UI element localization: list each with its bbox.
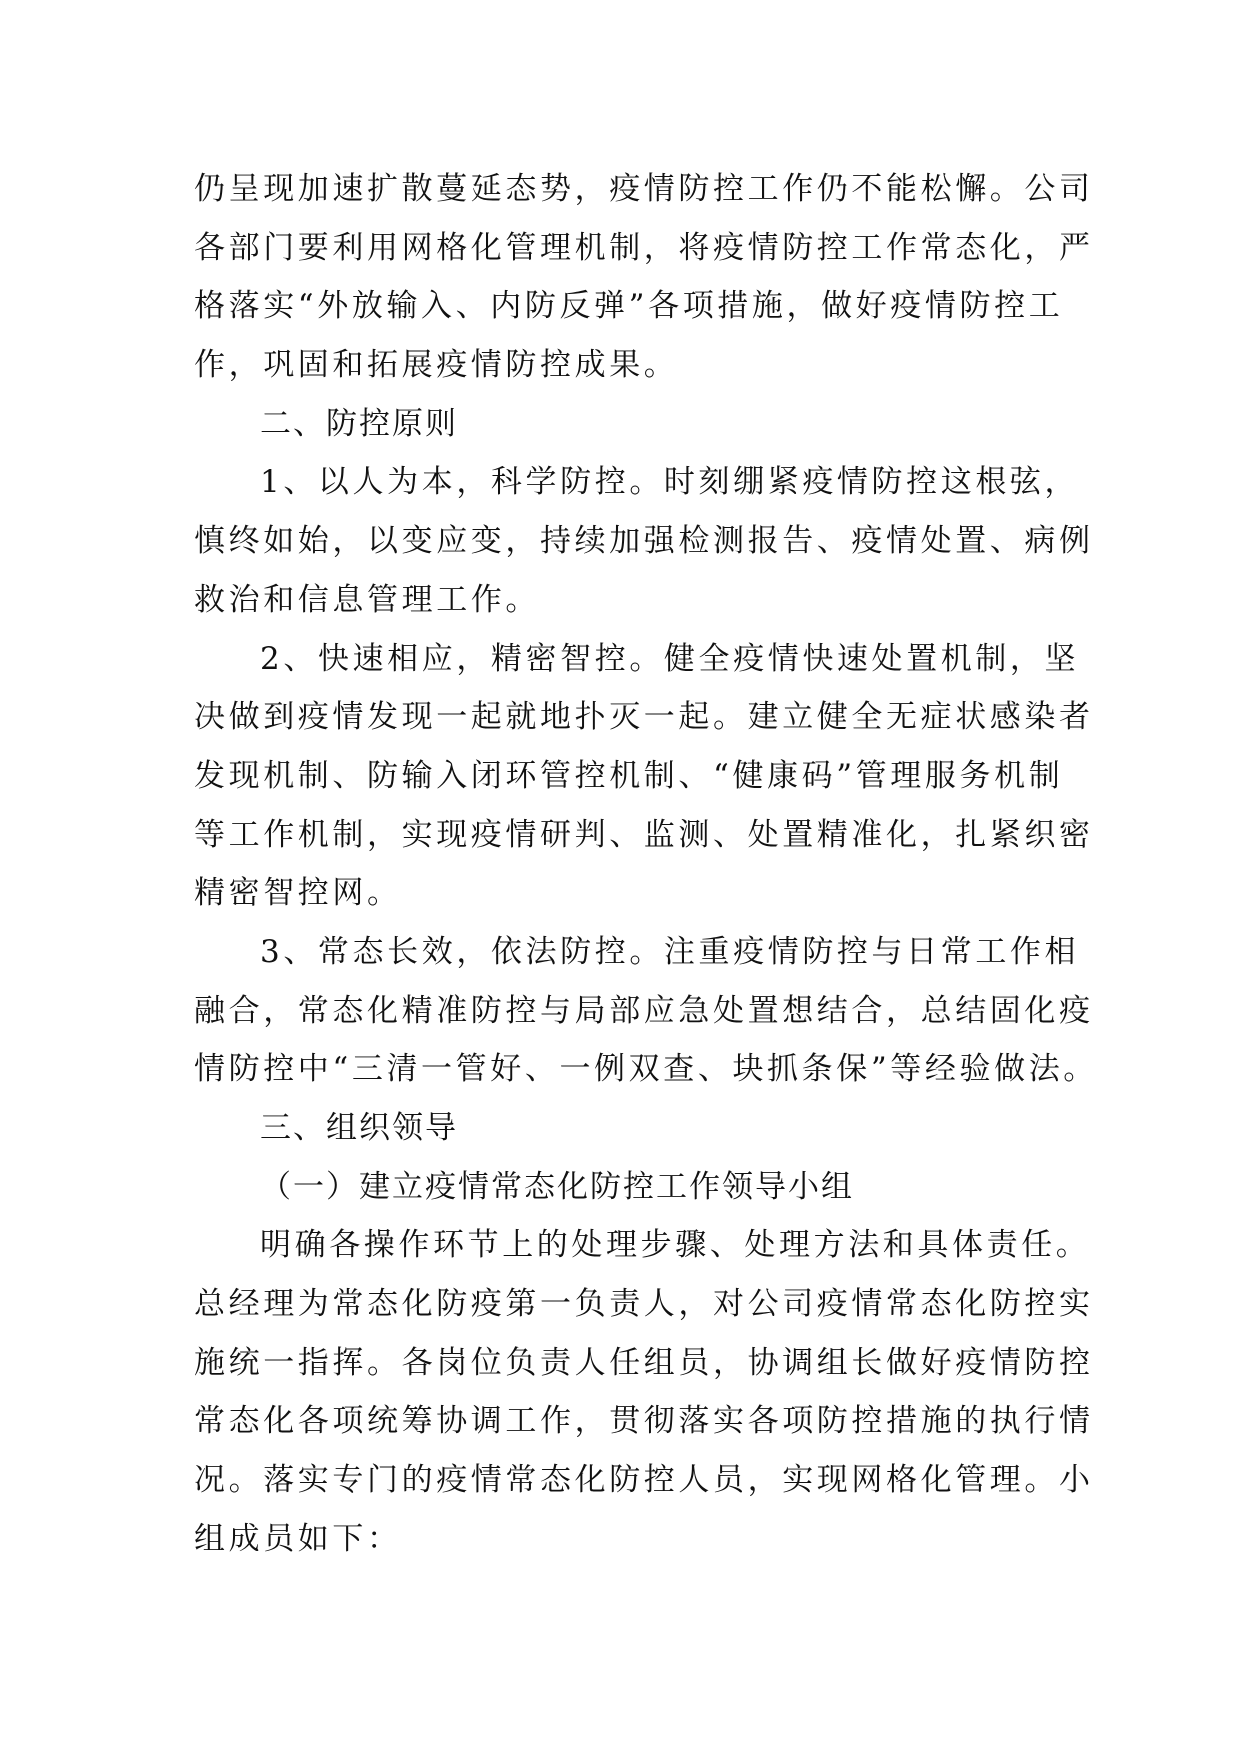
text-line: 1、以人为本，科学防控。时刻绷紧疫情防控这根弦， bbox=[260, 464, 1080, 501]
text-line: 常态化各项统筹协调工作，贯彻落实各项防控措施的执行情 bbox=[194, 1403, 1094, 1440]
text-line: 3、常态长效，依法防控。注重疫情防控与日常工作相 bbox=[260, 933, 1080, 970]
text-line: 仍呈现加速扩散蔓延态势，疫情防控工作仍不能松懈。公司 bbox=[194, 171, 1094, 207]
text-line: 决做到疫情发现一起就地扑灭一起。建立健全无症状感染者 bbox=[194, 699, 1094, 736]
text-line: 格落实“外放输入、内防反弹”各项措施，做好疫情防控工 bbox=[194, 288, 1064, 325]
text-line: 2、快速相应，精密智控。健全疫情快速处置机制，坚 bbox=[260, 640, 1080, 677]
section-heading: 二、防控原则 bbox=[260, 405, 458, 442]
text-line: 慎终如始，以变应变，持续加强检测报告、疫情处置、病例 bbox=[194, 523, 1094, 560]
text-line: 救治和信息管理工作。 bbox=[194, 581, 540, 618]
text-line: 融合，常态化精准防控与局部应急处置想结合，总结固化疫 bbox=[194, 992, 1094, 1029]
text-line: 发现机制、防输入闭环管控机制、“健康码”管理服务机制 bbox=[194, 757, 1064, 794]
text-line: 施统一指挥。各岗位负责人任组员，协调组长做好疫情防控 bbox=[194, 1344, 1094, 1381]
text-line: 精密智控网。 bbox=[194, 875, 402, 912]
subsection-heading: （一）建立疫情常态化防控工作领导小组 bbox=[260, 1168, 854, 1205]
section-heading: 三、组织领导 bbox=[260, 1110, 458, 1146]
text-line: 总经理为常态化防疫第一负责人，对公司疫情常态化防控实 bbox=[194, 1286, 1094, 1323]
text-line: 各部门要利用网格化管理机制，将疫情防控工作常态化，严 bbox=[194, 229, 1094, 266]
text-line: 作，巩固和拓展疫情防控成果。 bbox=[194, 347, 679, 384]
text-line: 等工作机制，实现疫情研判、监测、处置精准化，扎紧织密 bbox=[194, 816, 1094, 853]
text-line: 组成员如下： bbox=[194, 1520, 402, 1557]
document-body bbox=[194, 160, 1098, 1569]
text-line: 明确各操作环节上的处理步骤、处理方法和具体责任。 bbox=[260, 1227, 1091, 1264]
text-line: 况。落实专门的疫情常态化防控人员，实现网格化管理。小 bbox=[194, 1462, 1094, 1499]
text-line: 情防控中“三清一管好、一例双查、块抓条保”等经验做法。 bbox=[194, 1051, 1098, 1088]
